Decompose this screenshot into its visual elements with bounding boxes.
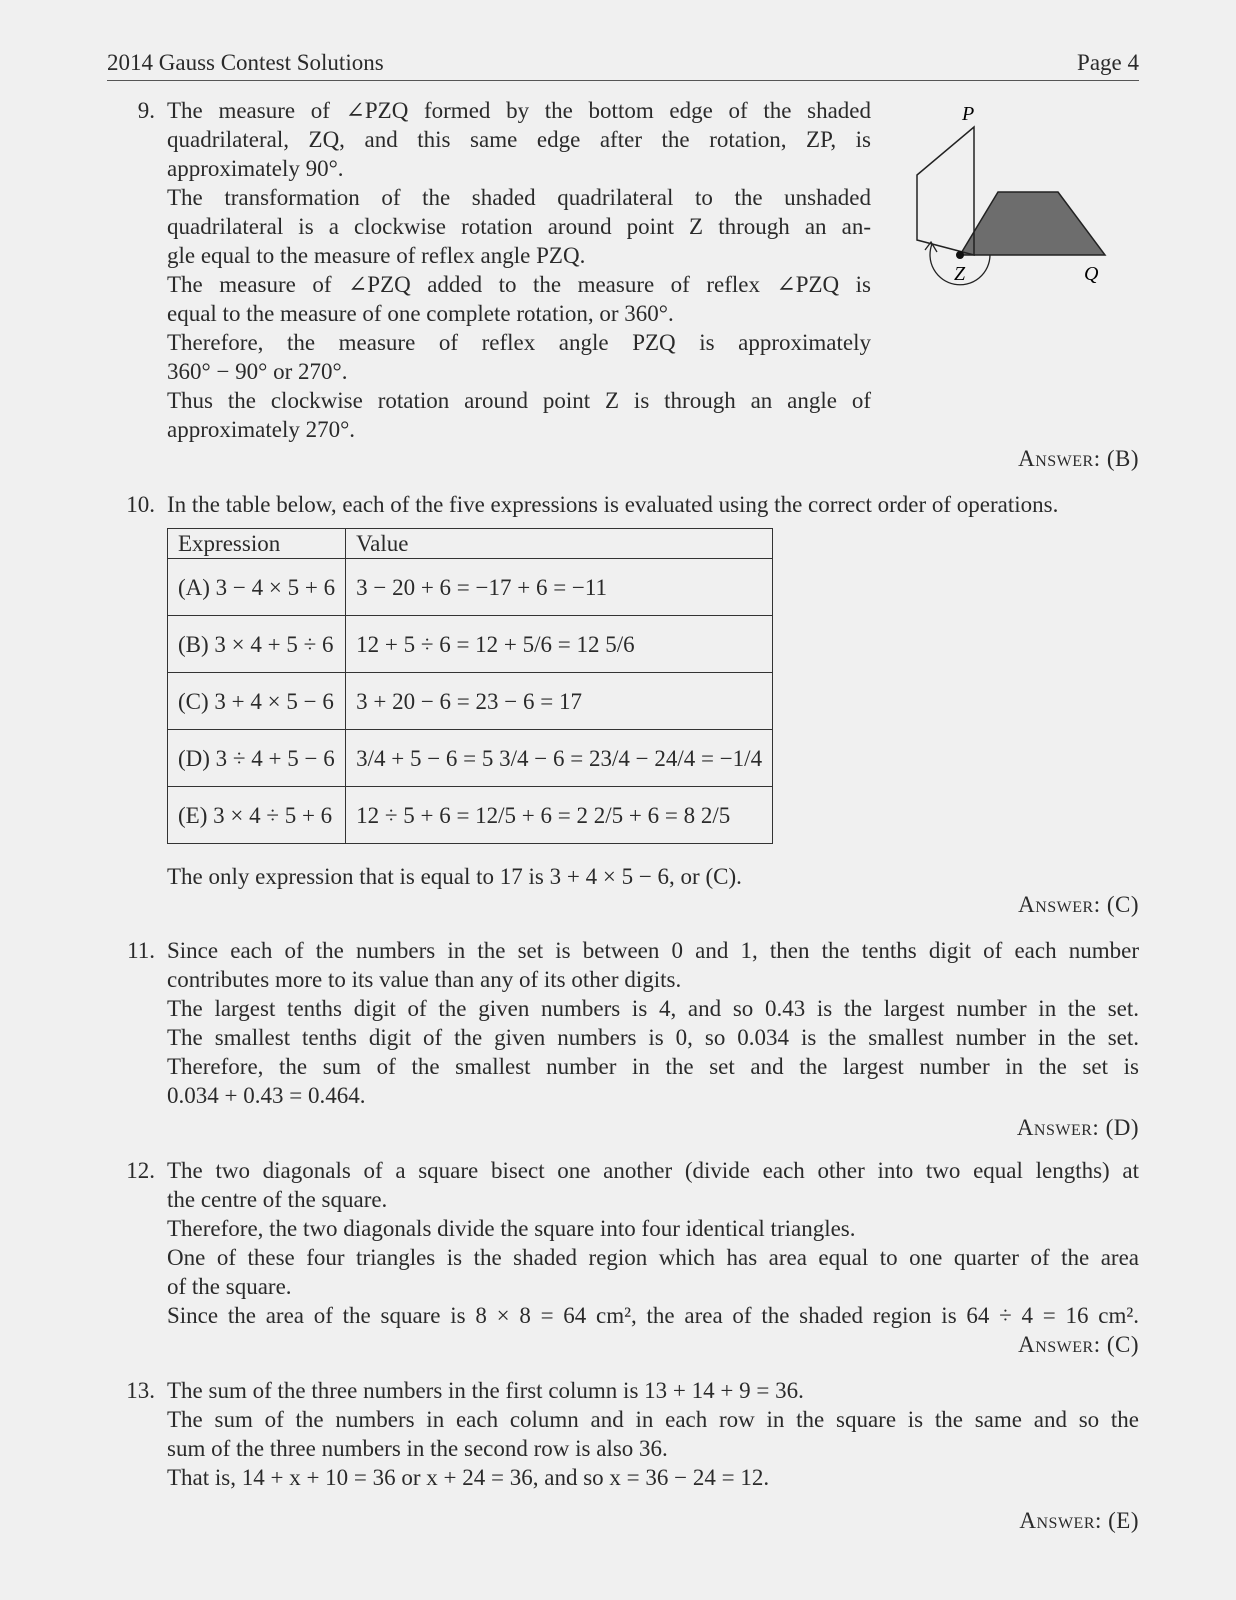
document-title: 2014 Gauss Contest Solutions: [107, 50, 384, 75]
answer-value: (C): [1106, 1332, 1139, 1357]
text-line: The two diagonals of a square bisect one another (divide each other into two equal lengths) at: [167, 1158, 1139, 1183]
text-line: approximately 90°.: [167, 156, 344, 181]
table-header-row: [168, 529, 773, 559]
table-header: Expression: [168, 529, 346, 559]
question-number: 12.: [126, 1158, 155, 1183]
text-line: the centre of the square.: [167, 1187, 388, 1212]
question-number: 11.: [127, 938, 155, 963]
answer-value: (D): [1105, 1115, 1139, 1140]
page-number: Page 4: [1077, 50, 1139, 75]
question-12-text: [167, 1156, 1139, 1330]
table-row: [168, 673, 773, 730]
text-line: quadrilateral, ZQ, and this same edge after the rotation, ZP, is: [167, 127, 871, 152]
question-number: 13.: [126, 1378, 155, 1403]
question-11: [107, 936, 1139, 1146]
question-11-text: [167, 936, 1139, 1110]
text-line: gle equal to the measure of reflex angle PZQ.: [167, 243, 586, 268]
question-10-conclusion: [167, 862, 1139, 891]
answer-9: [1018, 444, 1139, 473]
question-9-text: [167, 96, 871, 444]
table-header: Value: [346, 529, 773, 559]
text-line: The sum of the numbers in each column and in each row in the square is the same and so the: [167, 1407, 1139, 1432]
table-cell: 3 − 20 + 6 = −17 + 6 = −11: [346, 559, 773, 616]
table-row: [168, 559, 773, 616]
label-q: Q: [1084, 263, 1099, 285]
answer-10: [1018, 890, 1139, 919]
text-line: Therefore, the measure of reflex angle PZQ is approximately: [167, 330, 871, 355]
table-row: [168, 787, 773, 844]
question-number: 10.: [126, 492, 155, 517]
answer-value: (B): [1106, 446, 1139, 471]
question-10-intro: [167, 490, 1139, 519]
text-line: Since each of the numbers in the set is between 0 and 1, then the tenths digit of each number: [167, 938, 1139, 963]
answer-13: [1019, 1506, 1139, 1535]
answer-11: [1017, 1113, 1139, 1142]
unshaded-quadrilateral: [917, 127, 974, 255]
question-13: [107, 1376, 1139, 1536]
text-line: quadrilateral is a clockwise rotation around point Z through an an-: [167, 214, 871, 239]
table-row: [168, 730, 773, 787]
table-cell: (A) 3 − 4 × 5 + 6: [168, 559, 346, 616]
label-z: Z: [954, 263, 966, 285]
page-header: [107, 48, 1139, 81]
shaded-quadrilateral: [960, 192, 1105, 255]
text-line: 0.034 + 0.43 = 0.464.: [167, 1083, 366, 1108]
text-line: approximately 270°.: [167, 417, 356, 442]
text-line: 360° − 90° or 270°.: [167, 359, 348, 384]
text-line: The measure of ∠PZQ formed by the bottom edge of the shaded: [167, 98, 871, 123]
table-cell: (B) 3 × 4 + 5 ÷ 6: [168, 616, 346, 673]
question-10-conclusion-block: [107, 862, 1139, 922]
answer-label: Answer:: [1019, 1508, 1102, 1533]
text-line: contributes more to its value than any of its other digits.: [167, 967, 682, 992]
question-12: [107, 1156, 1139, 1356]
answer-label: Answer:: [1018, 1332, 1101, 1357]
text-line: One of these four triangles is the shaded region which has area equal to one quarter of the area: [167, 1245, 1139, 1270]
table-cell: 3/4 + 5 − 6 = 5 3/4 − 6 = 23/4 − 24/4 = −1/4: [346, 730, 773, 787]
text-line: Since the area of the square is 8 × 8 = 64 cm², the area of the shaded region is 64 ÷ 4 = 16 cm².: [167, 1303, 1139, 1328]
text-line: In the table below, each of the five expressions is evaluated using the correct order of operations.: [167, 492, 1059, 517]
rotation-figure: [910, 100, 1120, 297]
answer-value: (C): [1106, 892, 1139, 917]
table-cell: (D) 3 ÷ 4 + 5 − 6: [168, 730, 346, 787]
label-p: P: [962, 103, 975, 125]
text-line: sum of the three numbers in the second row is also 36.: [167, 1436, 668, 1461]
question-13-text: [167, 1376, 1139, 1492]
text-line: Therefore, the sum of the smallest number in the set and the largest number in the set is: [167, 1054, 1139, 1079]
text-line: equal to the measure of one complete rotation, or 360°.: [167, 301, 674, 326]
table-cell: 3 + 20 − 6 = 23 − 6 = 17: [346, 673, 773, 730]
answer-label: Answer:: [1016, 1115, 1100, 1140]
text-line: The largest tenths digit of the given numbers is 4, and so 0.43 is the largest number in the set.: [167, 996, 1139, 1021]
answer-label: Answer:: [1018, 446, 1101, 471]
answer-value: (E): [1108, 1508, 1139, 1533]
answer-label: Answer:: [1018, 892, 1101, 917]
text-line: of the square.: [167, 1274, 292, 1299]
table-cell: (C) 3 + 4 × 5 − 6: [168, 673, 346, 730]
text-line: The sum of the three numbers in the first column is 13 + 14 + 9 = 36.: [167, 1378, 804, 1403]
rotation-diagram: [910, 100, 1120, 290]
text-line: The only expression that is equal to 17 is 3 + 4 × 5 − 6, or (C).: [167, 864, 742, 889]
table-cell: 12 ÷ 5 + 6 = 12/5 + 6 = 2 2/5 + 6 = 8 2/5: [346, 787, 773, 844]
text-line: That is, 14 + x + 10 = 36 or x + 24 = 36, and so x = 36 − 24 = 12.: [167, 1465, 770, 1490]
text-line: Thus the clockwise rotation around point Z is through an angle of: [167, 388, 871, 413]
text-line: The transformation of the shaded quadrilateral to the unshaded: [167, 185, 871, 210]
text-line: Therefore, the two diagonals divide the square into four identical triangles.: [167, 1216, 856, 1241]
table-row: [168, 616, 773, 673]
table-cell: (E) 3 × 4 ÷ 5 + 6: [168, 787, 346, 844]
text-line: The smallest tenths digit of the given numbers is 0, so 0.034 is the smallest number in the set.: [167, 1025, 1139, 1050]
point-z-dot: [956, 251, 964, 259]
table-cell: 12 + 5 ÷ 6 = 12 + 5/6 = 12 5/6: [346, 616, 773, 673]
evaluation-table: [167, 528, 773, 844]
text-line: The measure of ∠PZQ added to the measure of reflex ∠PZQ is: [167, 272, 871, 297]
answer-12: [1018, 1330, 1139, 1359]
question-number: 9.: [137, 98, 155, 123]
